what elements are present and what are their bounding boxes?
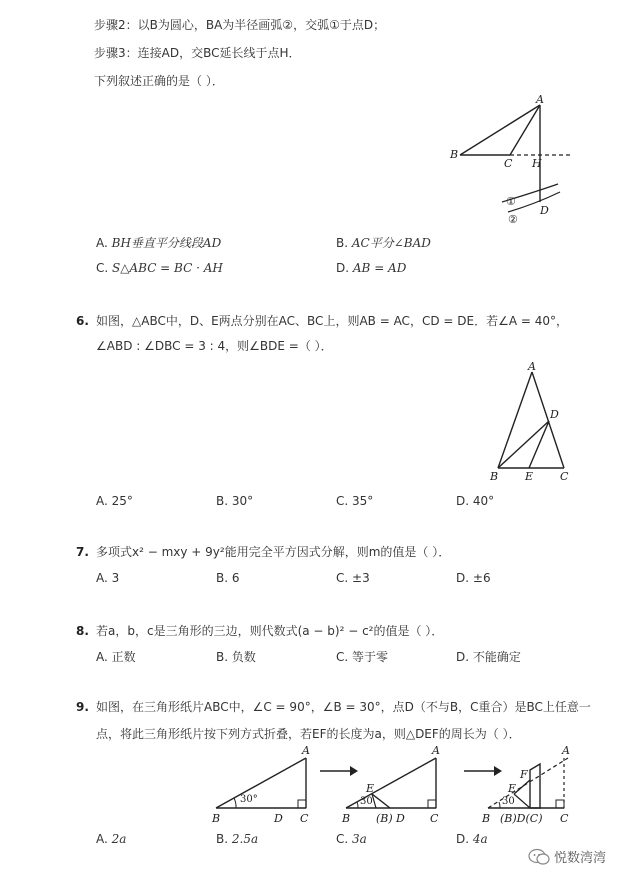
q5-step2: 步骤2：以B为圆心，BA为半径画弧②，交弧①于点D； <box>94 18 386 32</box>
q7-line1: 多项式x² − mxy + 9y²能用完全平方因式分解，则m的值是（ ）． <box>96 545 451 559</box>
q8-line1: 若a，b，c是三角形的三边，则代数式(a − b)² − c²的值是（ ）． <box>96 624 444 638</box>
q6-number: 6. <box>76 314 89 328</box>
q8-option-b[interactable]: B. 负数 <box>216 650 256 664</box>
q6-option-d[interactable]: D. 40° <box>456 494 495 508</box>
q9-figure-2 <box>336 740 446 830</box>
fig5-label-d: D <box>540 204 549 217</box>
q7-option-c[interactable]: C. ±3 <box>336 571 370 585</box>
q7-option-b[interactable]: B. 6 <box>216 571 240 585</box>
q6-line1: 如图，△ABC中，D、E两点分别在AC、BC上，则AB = AC，CD = DE．若∠A = 40°， <box>96 314 568 328</box>
q9-option-c[interactable]: C. 3a <box>336 832 367 846</box>
q5-stem: 下列叙述正确的是（ ）． <box>94 74 224 88</box>
q9-figure-1 <box>206 740 316 830</box>
fig9b-label-b: B <box>342 812 351 825</box>
fig6-label-b: B <box>490 470 499 483</box>
q9-option-d[interactable]: D. 4a <box>456 832 488 846</box>
q8-number: 8. <box>76 624 89 638</box>
q6-figure <box>480 358 580 488</box>
q5-figure <box>440 92 580 232</box>
fig9b-label-bd: (B) <box>376 812 393 825</box>
fig9b-label-c: C <box>430 812 439 825</box>
fig9b-angle: 30 <box>360 796 373 807</box>
watermark <box>528 847 606 866</box>
fig5-label-a: A <box>536 93 544 106</box>
fig5-arc2: ② <box>508 213 518 226</box>
fig9a-label-b: B <box>212 812 221 825</box>
fig9a-label-a: A <box>302 744 310 757</box>
q5-option-b[interactable]: B. AC平分∠BAD <box>336 236 431 250</box>
fig9c-label-b: B <box>482 812 491 825</box>
q5-step3: 步骤3：连接AD，交BC延长线于点H． <box>94 46 301 60</box>
fig9a-label-d: D <box>274 812 283 825</box>
fig6-label-c: C <box>560 470 569 483</box>
fig9c-label-bdc: (B)D(C) <box>500 812 543 825</box>
q5-option-a[interactable]: A. BH垂直平分线段AD <box>96 236 222 250</box>
fig5-label-c: C <box>504 157 513 170</box>
fig9b-label-d: D <box>396 812 405 825</box>
q5-option-d[interactable]: D. AB = AD <box>336 261 407 275</box>
q9-option-b[interactable]: B. 2.5a <box>216 832 259 846</box>
fig5-label-b: B <box>450 148 459 161</box>
fig9b-label-e: E <box>366 782 375 795</box>
q8-option-a[interactable]: A. 正数 <box>96 650 136 664</box>
q6-option-b[interactable]: B. 30° <box>216 494 254 508</box>
q7-number: 7. <box>76 545 89 559</box>
fig6-label-e: E <box>525 470 534 483</box>
fig5-arc1: ① <box>506 195 516 208</box>
q9-line2: 点，将此三角形纸片按下列方式折叠，若EF的长度为a，则△DEF的周长为（ ）． <box>96 727 521 741</box>
q6-option-a[interactable]: A. 25° <box>96 494 133 508</box>
q7-option-d[interactable]: D. ±6 <box>456 571 491 585</box>
fig9c-label-e: E <box>508 782 517 795</box>
fig6-label-d: D <box>550 408 559 421</box>
fig9a-angle: 30° <box>240 794 258 805</box>
fig9c-label-c: C <box>560 812 569 825</box>
q8-option-c[interactable]: C. 等于零 <box>336 650 389 664</box>
q5-option-c[interactable]: C. S△ABC = BC · AH <box>96 261 223 275</box>
q6-line2: ∠ABD : ∠DBC = 3 : 4，则∠BDE =（ ）． <box>96 339 333 353</box>
q6-option-c[interactable]: C. 35° <box>336 494 374 508</box>
fig9c-label-f: F <box>520 768 528 781</box>
q9-line1: 如图，在三角形纸片ABC中，∠C = 90°，∠B = 30°，点D（不与B，C重合）是BC上任意一 <box>96 700 591 714</box>
watermark-text: 悦数湾湾 <box>554 851 607 866</box>
fig6-label-a: A <box>528 360 536 373</box>
q9-figure-3 <box>478 740 588 830</box>
fig5-label-h: H <box>532 157 542 170</box>
q8-option-d[interactable]: D. 不能确定 <box>456 650 521 664</box>
q7-option-a[interactable]: A. 3 <box>96 571 120 585</box>
wechat-icon <box>528 848 550 866</box>
fig9c-angle: 30 <box>502 796 515 807</box>
fig9a-label-c: C <box>300 812 309 825</box>
q9-option-a[interactable]: A. 2a <box>96 832 127 846</box>
q9-number: 9. <box>76 700 89 714</box>
fig9b-label-a: A <box>432 744 440 757</box>
fig9c-label-a: A <box>562 744 570 757</box>
